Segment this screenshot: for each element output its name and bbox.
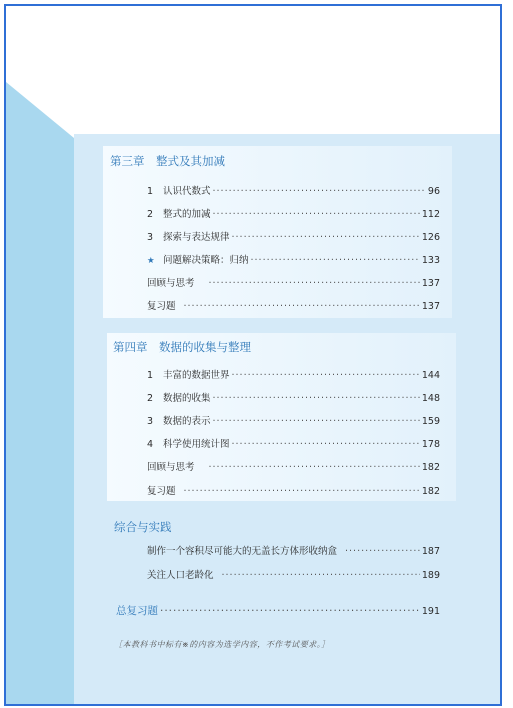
- entry-number: 3: [147, 416, 154, 427]
- entry-page: 159: [421, 416, 440, 427]
- toc-entry[interactable]: [147, 183, 440, 197]
- leader-dots: [232, 439, 420, 450]
- entry-label: 整式的加减: [163, 209, 211, 220]
- toc-entry[interactable]: [147, 275, 440, 289]
- entry-page: 137: [421, 278, 440, 289]
- leader-dots: [345, 546, 420, 557]
- toc-entry[interactable]: [147, 390, 440, 404]
- entry-label: 回顾与思考: [147, 278, 195, 289]
- entry-label: 复习题: [147, 486, 176, 497]
- entry-number: 3: [147, 232, 154, 243]
- chapter-4-title[interactable]: 第四章 数据的收集与整理: [113, 340, 251, 354]
- leader-dots: [209, 278, 420, 289]
- entry-page: 112: [421, 209, 440, 220]
- leader-dots: [209, 462, 420, 473]
- entry-label: 丰富的数据世界: [163, 370, 230, 381]
- leader-dots: [184, 486, 420, 497]
- footnote: ［本教科书中标有※的内容为选学内容，不作考试要求。］: [114, 640, 330, 649]
- entry-label: 问题解决策略：归纳: [163, 255, 249, 266]
- entry-page: 148: [421, 393, 440, 404]
- toc-entry[interactable]: [147, 252, 440, 266]
- entry-page: 182: [421, 462, 440, 473]
- leader-dots: [251, 255, 420, 266]
- left-decorative-band: [6, 82, 74, 704]
- leader-dots: [213, 209, 420, 220]
- toc-entry[interactable]: [147, 459, 440, 473]
- entry-page: 189: [421, 570, 440, 581]
- toc-entry[interactable]: [147, 483, 440, 497]
- entry-page: 133: [421, 255, 440, 266]
- entry-number: 2: [147, 393, 154, 404]
- entry-page: 96: [427, 186, 440, 197]
- entry-number: 1: [147, 186, 154, 197]
- entry-label: 探索与表达规律: [163, 232, 230, 243]
- leader-dots: [222, 570, 420, 581]
- entry-label: 数据的收集: [163, 393, 211, 404]
- entry-page: 126: [421, 232, 440, 243]
- practice-title[interactable]: 综合与实践: [114, 520, 172, 534]
- entry-label: 认识代数式: [163, 186, 211, 197]
- toc-entry[interactable]: [147, 436, 440, 450]
- entry-page: 137: [421, 301, 440, 312]
- leader-dots: [232, 370, 420, 381]
- toc-entry[interactable]: [147, 567, 440, 581]
- leader-dots: [213, 393, 420, 404]
- page-top-blank: [6, 6, 500, 134]
- entry-number: 1: [147, 370, 154, 381]
- entry-page: 187: [421, 546, 440, 557]
- leader-dots: [160, 605, 420, 617]
- entry-number: 4: [147, 439, 154, 450]
- leader-dots: [213, 416, 420, 427]
- review-label: 总复习题: [116, 605, 158, 617]
- entry-label: 数据的表示: [163, 416, 211, 427]
- left-band-corner: [6, 82, 74, 138]
- toc-entry[interactable]: [147, 367, 440, 381]
- entry-page: 178: [421, 439, 440, 450]
- toc-entry[interactable]: [147, 229, 440, 243]
- entry-label: 复习题: [147, 301, 176, 312]
- review-page: 191: [421, 606, 440, 617]
- star-icon: ★: [147, 256, 155, 266]
- toc-entry[interactable]: [147, 298, 440, 312]
- chapter-3-title[interactable]: 第三章 整式及其加减: [110, 154, 225, 168]
- entry-page: 182: [421, 486, 440, 497]
- entry-label: 回顾与思考: [147, 462, 195, 473]
- entry-label: 科学使用统计图: [163, 439, 230, 450]
- toc-entry[interactable]: [147, 413, 440, 427]
- leader-dots: [232, 232, 420, 243]
- review-entry[interactable]: [116, 603, 440, 618]
- leader-dots: [184, 301, 420, 312]
- toc-entry[interactable]: [147, 206, 440, 220]
- entry-page: 144: [421, 370, 440, 381]
- toc-entry[interactable]: [147, 543, 440, 557]
- leader-dots: [213, 186, 426, 197]
- entry-label: 制作一个容积尽可能大的无盖长方体形收纳盒: [147, 546, 338, 557]
- entry-number: 2: [147, 209, 154, 220]
- entry-label: 关注人口老龄化: [147, 570, 214, 581]
